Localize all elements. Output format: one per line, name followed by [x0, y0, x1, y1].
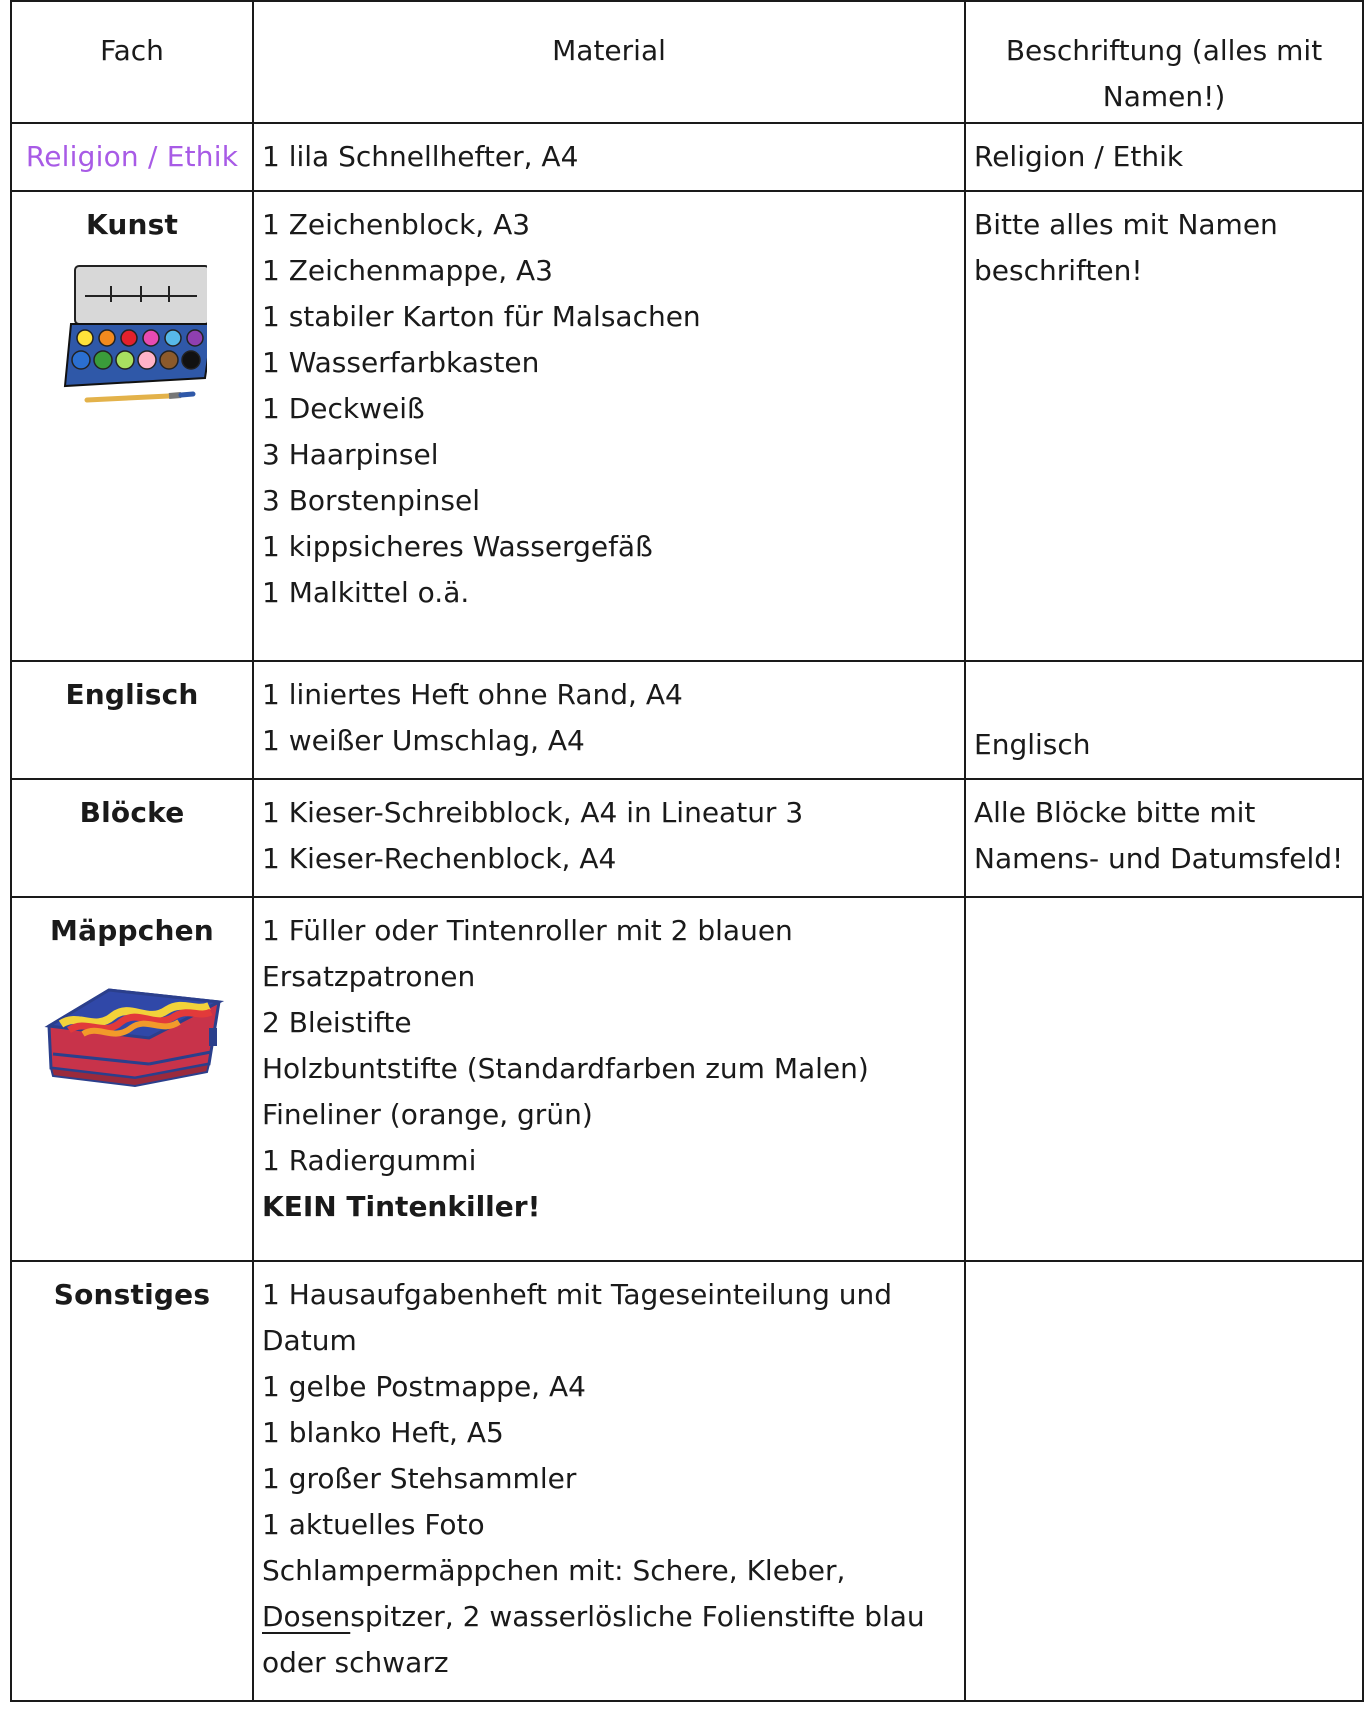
header-material: Material: [253, 1, 965, 123]
subject-name: Sonstiges: [53, 1278, 211, 1311]
material-item: 1 aktuelles Foto: [262, 1508, 485, 1541]
table-row: [11, 897, 1363, 1261]
material-item: 1 großer Stehsammler: [262, 1462, 577, 1495]
material-item: Fineliner (orange, grün): [262, 1098, 593, 1131]
material-item: 1 Deckweiß: [262, 392, 425, 425]
material-cell: [253, 897, 965, 1261]
material-item: 3 Borstenpinsel: [262, 484, 480, 517]
material-item: 1 Kieser-Rechenblock, A4: [262, 842, 617, 875]
subject-name: Mäppchen: [50, 914, 214, 947]
label-cell: [965, 1261, 1363, 1701]
material-item: 1 Zeichenblock, A3: [262, 208, 531, 241]
table-row: [11, 191, 1363, 661]
label-text: Englisch: [974, 728, 1091, 761]
table-row: [11, 1261, 1363, 1701]
label-cell: [965, 897, 1363, 1261]
material-item-underlined: [262, 1594, 942, 1686]
material-item: 1 gelbe Postmappe, A4: [262, 1370, 586, 1403]
material-item: Holzbuntstifte (Standardfarben zum Malen): [262, 1052, 869, 1085]
material-item: 1 liniertes Heft ohne Rand, A4: [262, 678, 683, 711]
header-label: Beschriftung (alles mit Namen!): [965, 1, 1363, 123]
material-item: 1 Hausaufgabenheft mit Tageseinteilung und Datum: [262, 1278, 893, 1357]
subject-cell: [11, 191, 253, 661]
material-item: 1 blanko Heft, A5: [262, 1416, 504, 1449]
label-text: Bitte alles mit Namen beschriften!: [974, 208, 1278, 287]
material-cell: [253, 1261, 965, 1701]
header-subject: Fach: [11, 1, 253, 123]
material-item: 1 Wasserfarbkasten: [262, 346, 540, 379]
material-cell: [253, 661, 965, 779]
material-cell: [253, 779, 965, 897]
subject-cell: [11, 1261, 253, 1701]
material-item: 1 Kieser-Schreibblock, A4 in Lineatur 3: [262, 796, 804, 829]
material-item: 1 Radiergummi: [262, 1144, 477, 1177]
subject-cell: [11, 779, 253, 897]
label-cell: [965, 779, 1363, 897]
material-item: 1 Füller oder Tintenroller mit 2 blauen Ersatzpatronen: [262, 914, 793, 993]
material-item: Schlampermäppchen mit: Schere, Kleber,: [262, 1554, 846, 1587]
material-item: 1 weißer Umschlag, A4: [262, 724, 585, 757]
subject-name: Englisch: [65, 678, 199, 711]
subject-name: Kunst: [85, 208, 179, 241]
subject-cell: [11, 661, 253, 779]
material-item: 1 stabiler Karton für Malsachen: [262, 300, 701, 333]
material-item: 2 Bleistifte: [262, 1006, 412, 1039]
material-item-warning: KEIN Tintenkiller!: [262, 1190, 541, 1223]
label-text: Religion / Ethik: [974, 140, 1184, 173]
material-item-rest: spitzer, 2 wasserlösliche Folienstifte blau oder schwarz: [262, 1600, 925, 1679]
label-cell: [965, 661, 1363, 779]
header-row: [11, 1, 1363, 123]
label-text: Alle Blöcke bitte mit Namens- und Datumsfeld!: [974, 796, 1344, 875]
underlined-word: Dosen: [262, 1600, 351, 1633]
subject-name: Religion / Ethik: [25, 140, 239, 173]
paint-box-icon: [57, 262, 207, 412]
material-item: 1 Malkittel o.ä.: [262, 576, 470, 609]
material-cell: [253, 191, 965, 661]
table-row: [11, 779, 1363, 897]
material-item: 3 Haarpinsel: [262, 438, 439, 471]
pencil-case-icon: [39, 968, 225, 1088]
label-cell: [965, 191, 1363, 661]
label-cell: [965, 123, 1363, 191]
table-row: [11, 123, 1363, 191]
material-cell: [253, 123, 965, 191]
material-item: 1 Zeichenmappe, A3: [262, 254, 553, 287]
materials-table: [10, 0, 1364, 1702]
table-row: [11, 661, 1363, 779]
subject-name: Blöcke: [79, 796, 185, 829]
material-item: 1 kippsicheres Wassergefäß: [262, 530, 653, 563]
material-item: 1 lila Schnellhefter, A4: [262, 140, 579, 173]
subject-cell: [11, 123, 253, 191]
subject-cell: [11, 897, 253, 1261]
